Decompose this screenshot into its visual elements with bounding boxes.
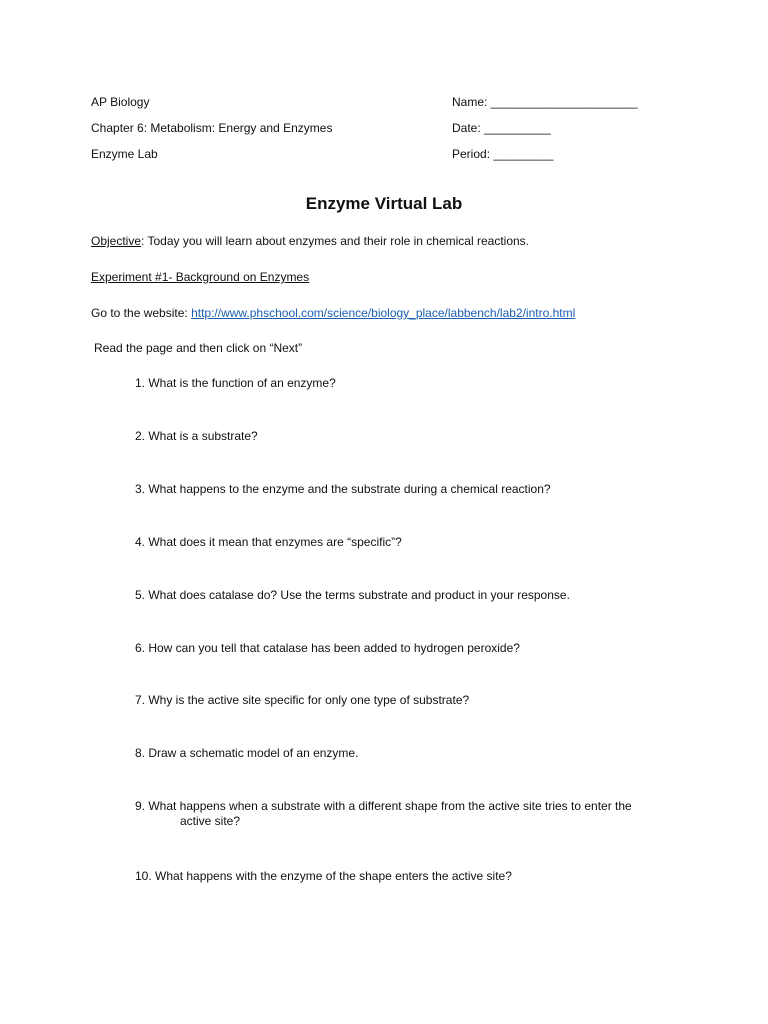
question-9-continuation: active site? (180, 814, 241, 828)
question-7: 7. Why is the active site specific for only one type of substrate? (135, 693, 470, 707)
experiment-heading: Experiment #1- Background on Enzymes (91, 270, 310, 284)
question-6: 6. How can you tell that catalase has been added to hydrogen peroxide? (135, 641, 520, 655)
date-field: Date: __________ (452, 121, 551, 135)
question-8: 8. Draw a schematic model of an enzyme. (135, 746, 359, 760)
question-9 (135, 799, 632, 829)
name-field: Name: ______________________ (452, 95, 638, 109)
website-prefix: Go to the website: (91, 306, 192, 320)
objective-label: Objective (91, 234, 142, 248)
question-9-text: 9. What happens when a substrate with a different shape from the active site tries to enter the (135, 799, 632, 813)
question-5: 5. What does catalase do? Use the terms substrate and product in your response. (135, 588, 570, 602)
page-title: Enzyme Virtual Lab (305, 194, 463, 213)
website-link[interactable]: http://www.phschool.com/science/biology_place/labbench/lab2/intro.html (191, 306, 576, 320)
question-4: 4. What does it mean that enzymes are “specific”? (135, 535, 402, 549)
chapter-title: Chapter 6: Metabolism: Energy and Enzymes (91, 121, 333, 135)
course-name: AP Biology (91, 95, 150, 109)
period-field: Period: _________ (452, 147, 554, 161)
question-1: 1. What is the function of an enzyme? (135, 376, 336, 390)
objective-line (91, 234, 529, 249)
objective-text: : Today you will learn about enzymes and their role in chemical reactions. (141, 234, 530, 248)
instruction-text: Read the page and then click on “Next” (94, 341, 303, 355)
website-line (91, 306, 575, 321)
question-2: 2. What is a substrate? (135, 429, 258, 443)
lab-name: Enzyme Lab (91, 147, 158, 161)
question-10: 10. What happens with the enzyme of the shape enters the active site? (135, 869, 512, 883)
question-3: 3. What happens to the enzyme and the substrate during a chemical reaction? (135, 482, 551, 496)
